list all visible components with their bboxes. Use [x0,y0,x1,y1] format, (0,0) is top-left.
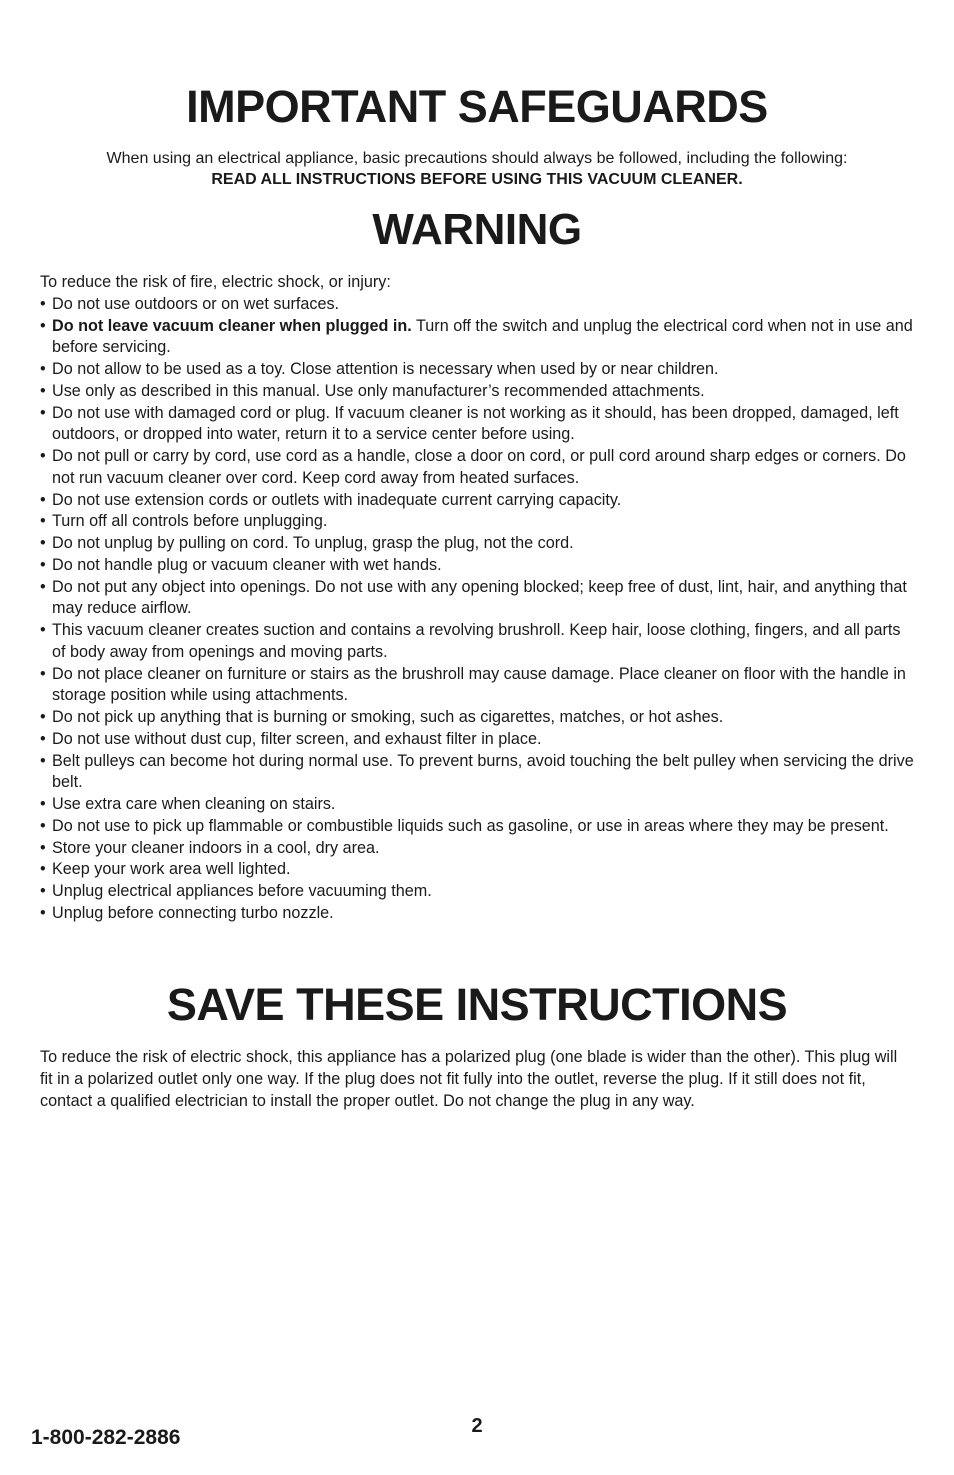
bullet-glyph: • [40,795,46,813]
warning-item-text: Belt pulleys can become hot during normal use. To prevent burns, avoid touching the belt pulley when servicing the drive belt. [52,751,914,792]
warning-section [40,272,914,925]
warning-item-text: Do not use to pick up flammable or combustible liquids such as gasoline, or use in areas where they may be present. [52,816,889,835]
warning-item [40,664,914,708]
bullet-glyph: • [40,903,46,922]
warning-item [40,294,914,316]
warning-item [40,620,914,664]
warning-list [40,294,914,925]
warning-item [40,555,914,577]
bullet-glyph: • [40,708,46,726]
bullet-glyph: • [40,664,46,683]
bullet-glyph: • [40,381,46,400]
bullet-glyph: • [40,555,46,574]
page-title: IMPORTANT SAFEGUARDS [186,81,768,132]
warning-item-text: Turn off the switch and unplug the electrical cord when not in use and before servicing. [52,316,913,357]
warning-item [40,881,914,903]
warning-item [40,490,914,512]
warning-item-text: Use extra care when cleaning on stairs. [52,795,336,813]
save-instructions-heading: SAVE THESE INSTRUCTIONS [166,979,788,1030]
warning-item-text: Keep your work area well lighted. [52,860,291,879]
warning-item-bold: Do not leave vacuum cleaner when plugged in. [52,316,412,335]
bullet-glyph: • [40,360,46,378]
bullet-glyph: • [40,534,46,552]
warning-item [40,403,914,447]
warning-item [40,381,914,403]
bullet-glyph: • [40,294,46,313]
warning-item-text: Do not use extension cords or outlets with inadequate current carrying capacity. [52,490,622,509]
phone-number: 1-800-282-2886 [31,1426,181,1449]
bullet-glyph: • [40,860,46,879]
warning-item-text: Do not pull or carry by cord, use cord as a handle, close a door on cord, or pull cord around sharp edges or corners. Do not run vacuum cleaner over cord. Keep cord away from heated surfaces. [52,447,906,487]
warning-item [40,577,914,621]
bullet-glyph: • [40,577,46,596]
intro-bold-notice: READ ALL INSTRUCTIONS BEFORE USING THIS VACUUM CLEANER. [211,171,743,188]
bullet-glyph: • [40,621,46,639]
bullet-glyph: • [40,447,46,465]
warning-item [40,816,914,838]
warning-item [40,751,914,795]
warning-item [40,446,914,490]
warning-item [40,707,914,729]
bullet-glyph: • [40,512,46,531]
intro-text: When using an electrical appliance, basic precautions should always be followed, including the following: [106,150,848,167]
bullet-glyph: • [40,816,46,835]
warning-item-text: Do not use with damaged cord or plug. If vacuum cleaner is not working as it should, has been dropped, damaged, left outdoors, or dropped into water, return it to a service center before using. [52,403,899,444]
warning-item-text: Do not allow to be used as a toy. Close attention is necessary when used by or near children. [52,360,719,378]
warning-item-text: Do not use outdoors or on wet surfaces. [52,294,340,313]
warning-item-text: Store your cleaner indoors in a cool, dry area. [52,838,380,857]
warning-item [40,533,914,555]
warning-item [40,359,914,381]
bullet-glyph: • [40,838,46,857]
warning-item-text: Do not use without dust cup, filter screen, and exhaust filter in place. [52,729,542,748]
bullet-glyph: • [40,882,46,900]
warning-item [40,903,914,925]
warning-item-text: Turn off all controls before unplugging. [52,512,328,531]
warning-item-text: Use only as described in this manual. Use only manufacturer’s recommended attachments. [52,381,705,400]
bullet-glyph: • [40,490,46,509]
bullet-glyph: • [40,316,46,335]
warning-item [40,838,914,860]
bullet-glyph: • [40,751,46,770]
warning-item-text: Do not put any object into openings. Do not use with any opening blocked; keep free of dust, lint, hair, and anything that may reduce airflow. [52,577,907,618]
warning-item [40,794,914,816]
warning-item-text: Do not pick up anything that is burning or smoking, such as cigarettes, matches, or hot ashes. [52,708,724,726]
warning-item [40,729,914,751]
warning-item-text: Unplug electrical appliances before vacuuming them. [52,882,432,900]
warning-item-text: This vacuum cleaner creates suction and contains a revolving brushroll. Keep hair, loose clothing, fingers, and all parts of body away from openings and moving parts. [52,621,901,661]
page-number: 2 [471,1415,483,1437]
warning-item-text: Unplug before connecting turbo nozzle. [52,903,334,922]
intro-paragraph [40,148,914,190]
warning-item-text: Do not handle plug or vacuum cleaner with wet hands. [52,555,442,574]
warning-item-text: Do not unplug by pulling on cord. To unplug, grasp the plug, not the cord. [52,534,574,552]
warning-heading: WARNING [372,205,582,254]
warning-item-text: Do not place cleaner on furniture or stairs as the brushroll may cause damage. Place cleaner on floor with the handle in storage position while using attachments. [52,664,906,705]
polarized-plug-paragraph: To reduce the risk of electric shock, this appliance has a polarized plug (one blade is wider than the other). This plug will fit in a polarized outlet only one way. If the plug does not fit fully into the outlet, reverse the plug. If it still does not fit, contact a qualified electrician to install the proper outlet. Do not change the plug in any way. [40,1048,898,1110]
warning-item [40,511,914,533]
bullet-glyph: • [40,403,46,422]
warning-item [40,859,914,881]
bullet-glyph: • [40,729,46,748]
warning-lead: To reduce the risk of fire, electric shock, or injury: [40,273,391,291]
warning-item [40,316,914,360]
